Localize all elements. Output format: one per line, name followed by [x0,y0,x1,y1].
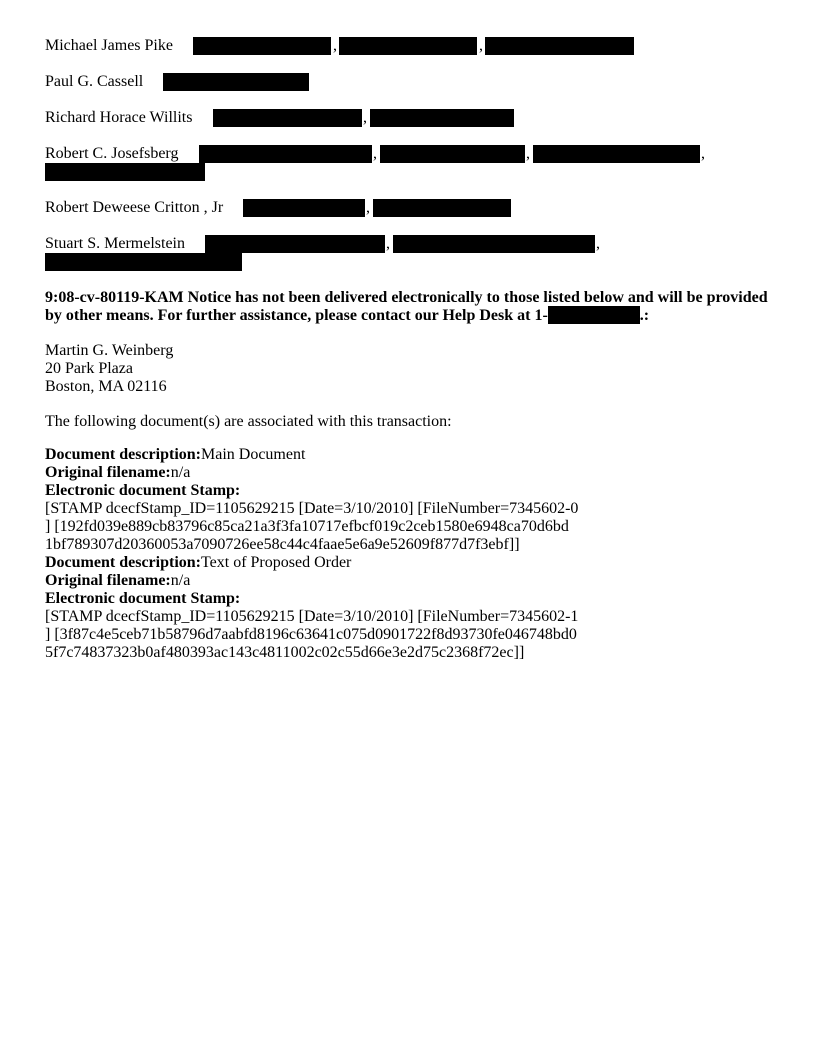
stamp-line: 5f7c74837323b0af480393ac143c4811002c02c55d66e3e2d75c2368f72ec]] [45,644,525,661]
separator: , [479,37,483,54]
redaction-block [548,306,640,324]
document-description [45,554,578,572]
separator: , [373,145,377,162]
stamp-line: 1bf789307d20360053a7090726ee58c44c4faae5e6a9e52609f877d7f3ebf]] [45,536,520,553]
description-label: Document description: [45,554,201,571]
filename-value: n/a [170,572,191,589]
stamp-line: [STAMP dcecfStamp_ID=1105629215 [Date=3/10/2010] [FileNumber=7345602-0 [45,500,579,517]
notice-line [45,306,649,326]
redaction-block [393,235,595,253]
redaction-block [45,253,242,271]
redaction-block [339,37,477,55]
stamp-line: ] [192fd039e889cb83796c85ca21a3f3fa10717efbcf019c2ceb1580e6948ca70d6bd [45,518,569,535]
recipient-name: Richard Horace Willits [45,109,193,126]
recipient-name: Robert C. Josefsberg [45,145,179,162]
separator: , [333,37,337,54]
filename-label: Original filename: [45,464,171,481]
document-filename [45,572,578,590]
documents-intro: The following document(s) are associated with this transaction: [45,413,452,430]
separator: , [701,145,705,162]
filename-value: n/a [170,464,191,481]
redaction-block [533,145,700,163]
description-label: Document description: [45,446,201,463]
address-street: 20 Park Plaza [45,360,133,377]
recipient-name: Robert Deweese Critton , Jr [45,199,224,216]
separator: , [363,109,367,126]
recipient-name: Stuart S. Mermelstein [45,235,185,252]
address-city: Boston, MA 02116 [45,378,167,395]
description-value: Main Document [200,446,306,463]
redaction-block [163,73,309,91]
redaction-block [213,109,362,127]
document-description [45,446,578,464]
stamp-label: Electronic document Stamp: [45,590,241,607]
redaction-block [370,109,514,127]
stamp-label: Electronic document Stamp: [45,482,241,499]
address-name: Martin G. Weinberg [45,342,174,359]
notice-text: by other means. For further assistance, please contact our Help Desk at 1- [45,307,548,324]
document-list [45,446,578,662]
stamp-line: [STAMP dcecfStamp_ID=1105629215 [Date=3/10/2010] [FileNumber=7345602-1 [45,608,579,625]
redaction-block [193,37,331,55]
separator: , [366,199,370,216]
separator: , [596,235,600,252]
separator: , [386,235,390,252]
recipient-name: Michael James Pike [45,37,173,54]
redaction-block [380,145,525,163]
document-filename [45,464,578,482]
redaction-block [45,163,205,181]
stamp-line: ] [3f87c4e5ceb71b58796d7aabfd8196c63641c075d0901722f8d93730fe046748bd0 [45,626,577,643]
separator: , [526,145,530,162]
redaction-block [243,199,365,217]
mailing-address [45,342,173,396]
recipient-name: Paul G. Cassell [45,73,144,90]
redaction-block [485,37,634,55]
redaction-block [199,145,372,163]
redaction-block [373,199,511,217]
notice-line: 9:08-cv-80119-KAM Notice has not been delivered electronically to those listed below and will be provided [45,289,768,306]
redaction-block [205,235,385,253]
notice-suffix: .: [639,307,650,324]
filename-label: Original filename: [45,572,171,589]
description-value: Text of Proposed Order [200,554,352,571]
